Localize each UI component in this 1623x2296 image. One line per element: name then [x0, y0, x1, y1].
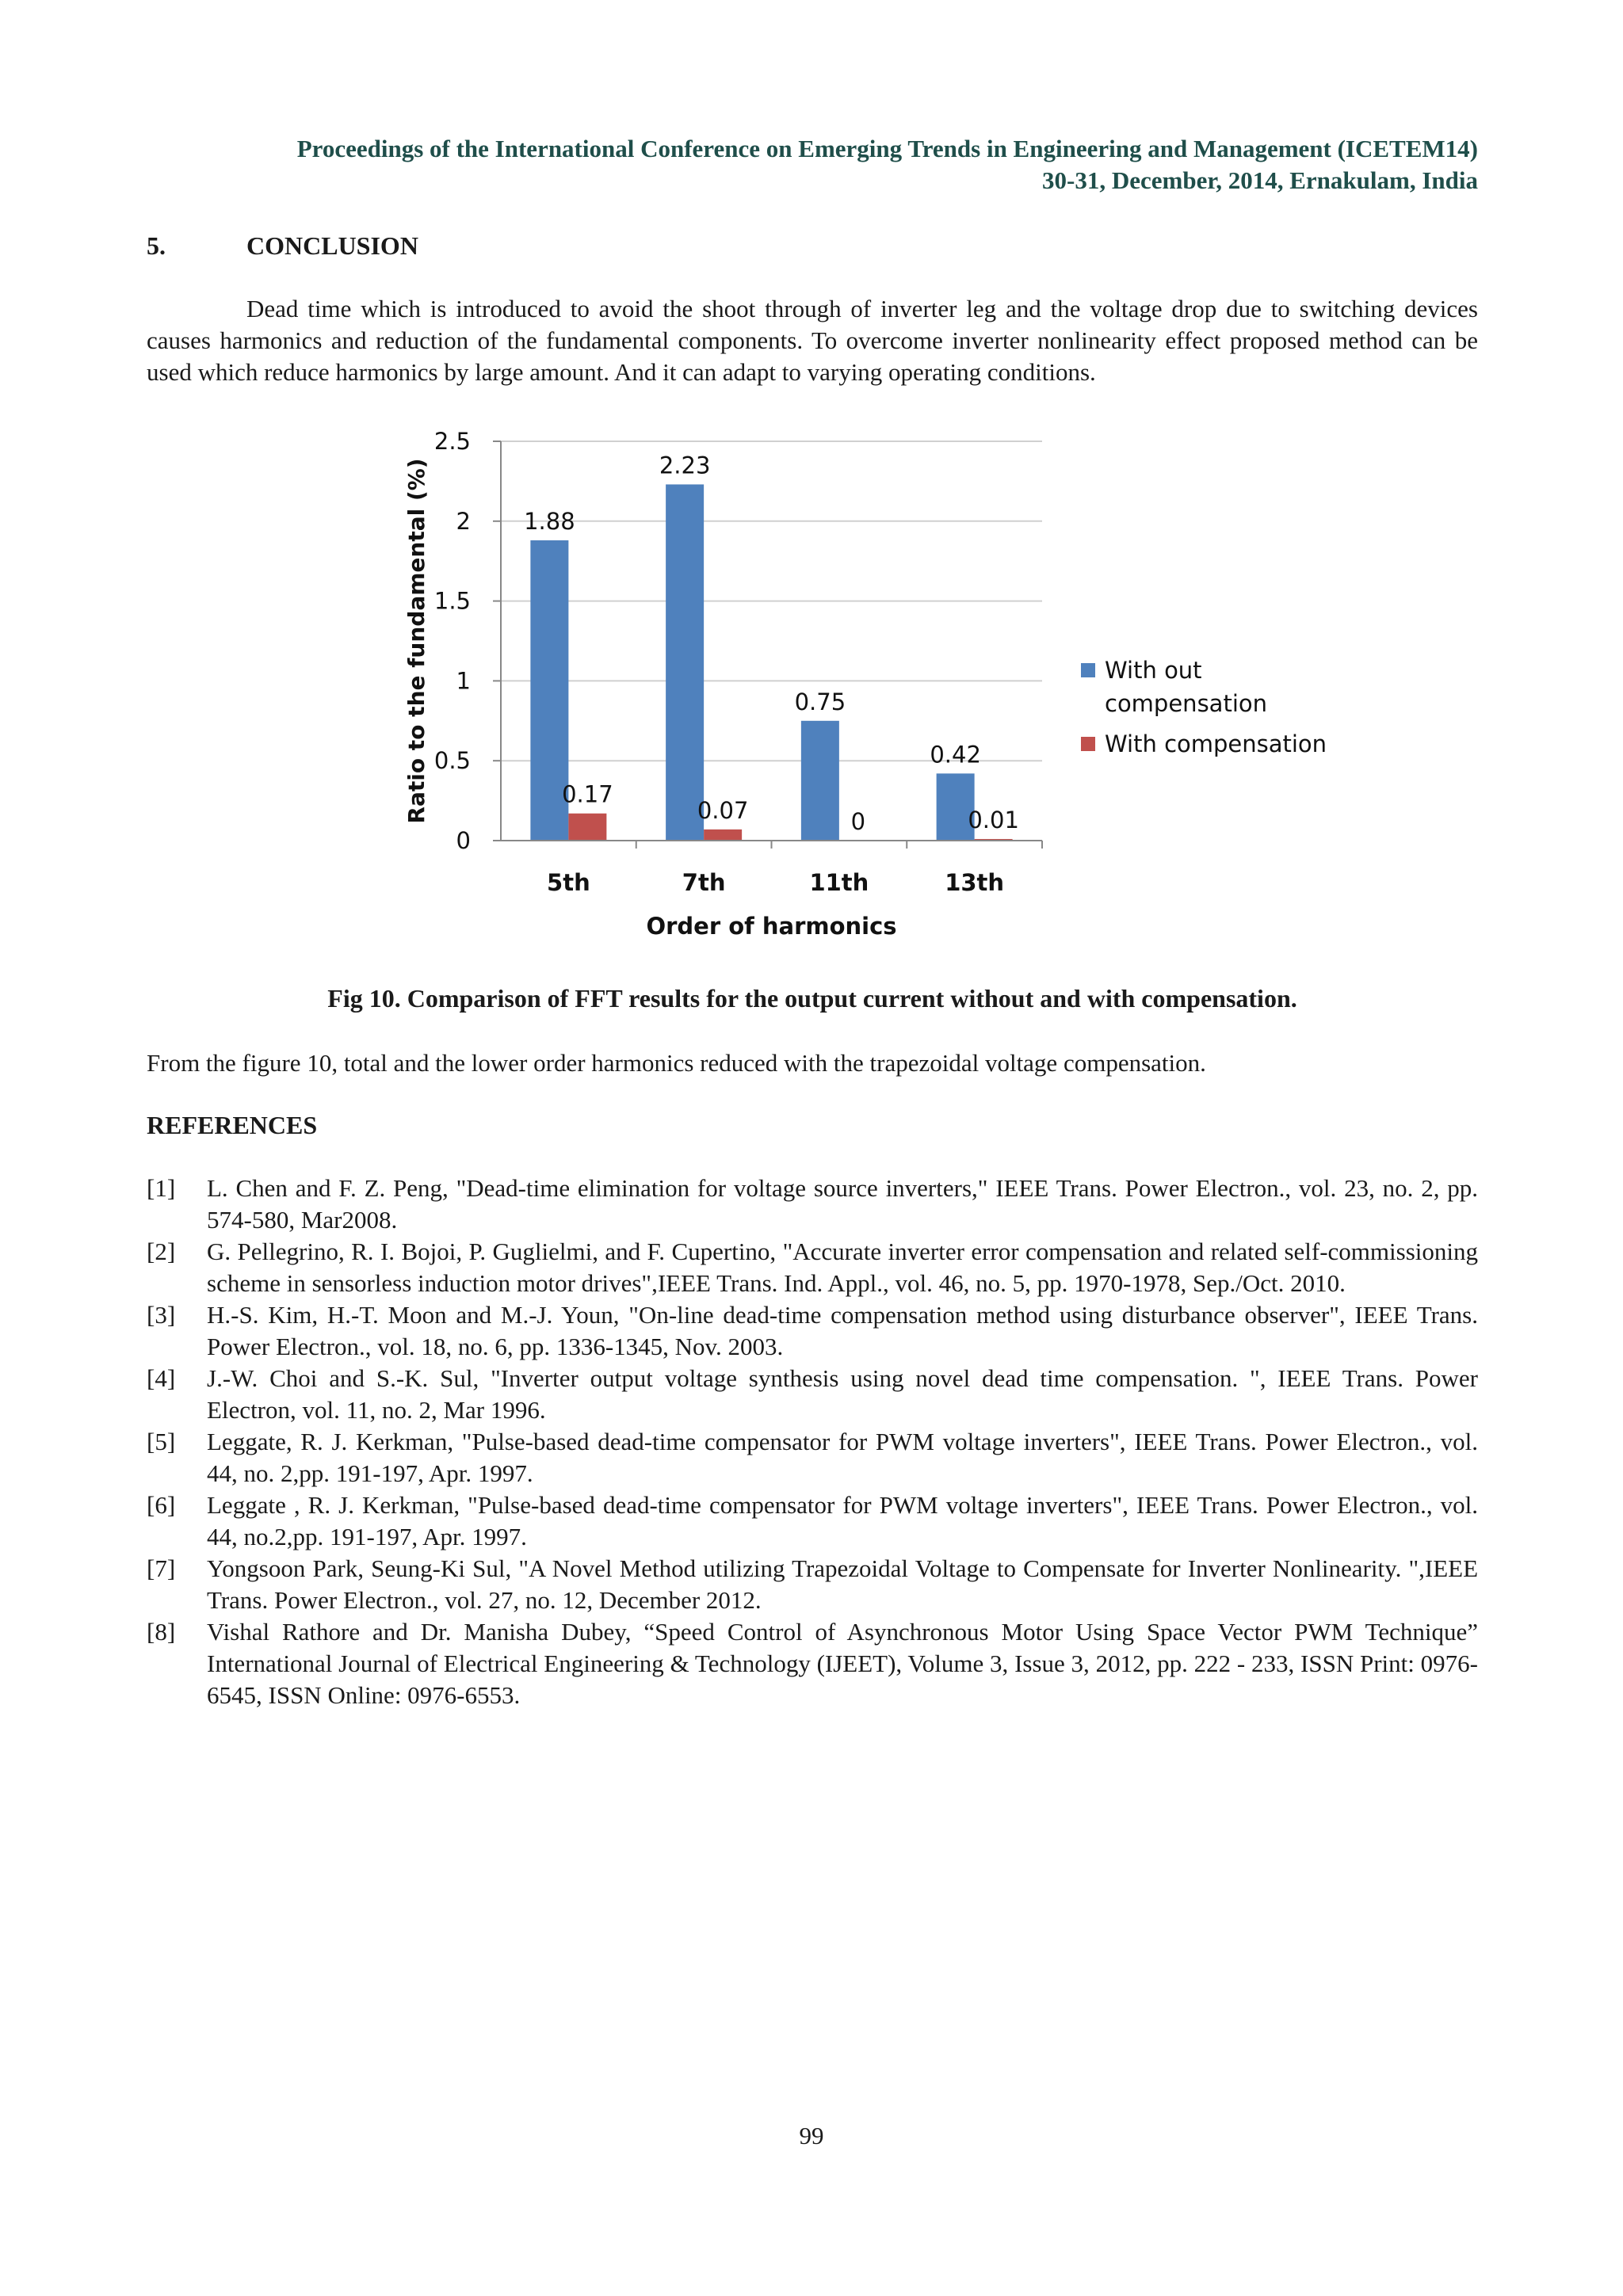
bar-without-compensation — [666, 484, 704, 841]
reference-text: Vishal Rathore and Dr. Manisha Dubey, “Speed Control of Asynchronous Motor Using Space Vector PWM Technique” International Journal of Electrical Engineering & Technology (IJEET), Volume 3, Issue 3, 2012, pp. 222 - 233, ISSN Print: 0976-6545, ISSN Online: 0976-6553. — [207, 1618, 1478, 1709]
reference-item — [147, 1553, 1478, 1616]
reference-text: Leggate , R. J. Kerkman, "Pulse-based dead-time compensator for PWM voltage inverters", IEEE Trans. Power Electron., vol. 44, no.2,pp. 191-197, Apr. 1997. — [207, 1491, 1478, 1550]
reference-text: J.-W. Choi and S.-K. Sul, "Inverter output voltage synthesis using novel dead time compensation. ", IEEE Trans. Power Electron, vol. 11, no. 2, Mar 1996. — [207, 1364, 1478, 1424]
references-list — [147, 1173, 1478, 1711]
bar-with-compensation — [704, 830, 742, 841]
x-axis-ticks — [547, 841, 1042, 896]
fft-bar-chart — [388, 420, 1355, 967]
reference-text: L. Chen and F. Z. Peng, "Dead-time elimination for voltage source inverters," IEEE Trans. Power Electron., vol. 23, no. 2, pp. 574-580, Mar2008. — [207, 1174, 1478, 1234]
chart-bars — [524, 452, 1019, 841]
reference-item — [147, 1173, 1478, 1236]
reference-number: [6] — [147, 1491, 176, 1519]
reference-item — [147, 1299, 1478, 1363]
reference-item — [147, 1236, 1478, 1299]
y-tick-label: 1 — [456, 667, 471, 695]
reference-text: G. Pellegrino, R. I. Bojoi, P. Guglielmi, and F. Cupertino, "Accurate inverter error compensation and related self-commissioning scheme in sensorless induction motor drives",IEEE Trans. Ind. Appl., vol. 46, no. 5, pp. 1970-1978, Sep./Oct. 2010. — [207, 1238, 1478, 1297]
reference-item — [147, 1489, 1478, 1553]
conclusion-paragraph: Dead time which is introduced to avoid the shoot through of inverter leg and the voltage drop due to switching devices causes harmonics and reduction of the fundamental components. To overcome inverter nonlinearity effect proposed method can be used which reduce harmonics by large amount. And it can adapt to varying operating conditions. — [147, 295, 1478, 386]
reference-number: [5] — [147, 1428, 176, 1455]
x-tick-label: 13th — [945, 869, 1005, 896]
data-label-with: 0.07 — [697, 796, 749, 824]
reference-item — [147, 1426, 1478, 1489]
conference-header — [147, 133, 1478, 196]
reference-number: [2] — [147, 1238, 176, 1265]
reference-number: [4] — [147, 1364, 176, 1392]
reference-text: Leggate, R. J. Kerkman, "Pulse-based dead-time compensator for PWM voltage inverters", IEEE Trans. Power Electron., vol. 44, no. 2,pp. 191-197, Apr. 1997. — [207, 1428, 1478, 1487]
bar-without-compensation — [801, 721, 839, 841]
section-number: 5. — [147, 231, 166, 260]
chart-legend — [1081, 657, 1327, 757]
y-tick-label: 2 — [456, 507, 471, 535]
reference-item — [147, 1363, 1478, 1426]
data-label-without: 2.23 — [659, 452, 711, 479]
page-number: 99 — [799, 2122, 824, 2149]
x-tick-label: 11th — [809, 869, 869, 896]
section-title: CONCLUSION — [246, 231, 418, 260]
data-label-without: 0.75 — [794, 688, 846, 715]
reference-number: [7] — [147, 1554, 176, 1582]
legend-swatch-with — [1081, 737, 1095, 751]
data-label-with: 0.17 — [562, 780, 613, 808]
data-label-without: 1.88 — [524, 507, 575, 535]
x-tick-label: 7th — [682, 869, 726, 896]
legend-label-without-line2: compensation — [1105, 690, 1267, 717]
y-axis-ticks — [434, 428, 471, 854]
legend-swatch-without — [1081, 663, 1095, 677]
after-figure-paragraph: From the figure 10, total and the lower order harmonics reduced with the trapezoidal voltage compensation. — [147, 1049, 1206, 1077]
x-axis-label: Order of harmonics — [646, 913, 897, 940]
y-tick-label: 1.5 — [433, 587, 471, 615]
references-heading: REFERENCES — [147, 1111, 318, 1139]
reference-text: H.-S. Kim, H.-T. Moon and M.-J. Youn, "On-line dead-time compensation method using disturbance observer", IEEE Trans. Power Electron., vol. 18, no. 6, pp. 1336-1345, Nov. 2003. — [207, 1301, 1478, 1360]
figure-caption: Fig 10. Comparison of FFT results for the output current without and with compensation. — [327, 984, 1297, 1013]
data-label-without: 0.42 — [930, 741, 981, 769]
reference-number: [1] — [147, 1174, 176, 1202]
reference-number: [8] — [147, 1618, 176, 1646]
reference-number: [3] — [147, 1301, 176, 1329]
reference-text: Yongsoon Park, Seung-Ki Sul, "A Novel Method utilizing Trapezoidal Voltage to Compensate for Inverter Nonlinearity. ",IEEE Trans. Power Electron., vol. 27, no. 12, December 2012. — [207, 1554, 1478, 1614]
legend-label-without: With out — [1105, 657, 1202, 684]
legend-label-with: With compensation — [1105, 730, 1327, 757]
reference-item — [147, 1616, 1478, 1711]
y-axis-label: Ratio to the fundamental (%) — [403, 458, 430, 824]
section-heading-conclusion — [147, 231, 418, 261]
y-tick-label: 0.5 — [433, 747, 471, 775]
data-label-with: 0.01 — [968, 806, 1019, 833]
x-tick-label: 5th — [547, 869, 590, 896]
data-label-with: 0 — [850, 808, 866, 835]
bar-with-compensation — [568, 814, 606, 841]
y-tick-label: 2.5 — [433, 428, 471, 455]
header-line-2: 30-31, December, 2014, Ernakulam, India — [1042, 166, 1478, 194]
y-tick-label: 0 — [456, 827, 471, 854]
header-line-1: Proceedings of the International Conference on Emerging Trends in Engineering and Management (ICETEM14) — [296, 135, 1478, 162]
